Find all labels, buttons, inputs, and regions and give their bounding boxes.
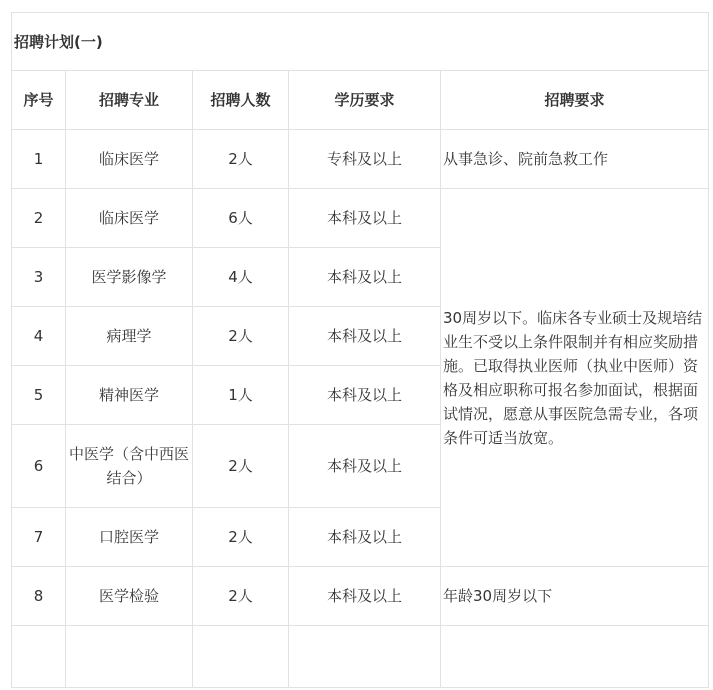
table-row <box>12 189 709 248</box>
row-education: 本科及以上 <box>289 366 441 425</box>
row-major: 临床医学 <box>66 130 193 189</box>
header-no: 序号 <box>12 71 66 130</box>
table-title: 招聘计划(一) <box>12 13 709 71</box>
row-no: 4 <box>12 307 66 366</box>
empty-cell <box>289 626 441 688</box>
row-no: 8 <box>12 567 66 626</box>
row-count: 4人 <box>193 248 289 307</box>
row-major: 中医学（含中西医结合） <box>66 425 193 508</box>
header-requirement: 招聘要求 <box>441 71 709 130</box>
row-no: 3 <box>12 248 66 307</box>
row-requirement: 从事急诊、院前急救工作 <box>441 130 709 189</box>
row-count: 2人 <box>193 130 289 189</box>
row-no: 1 <box>12 130 66 189</box>
row-count: 2人 <box>193 425 289 508</box>
empty-cell <box>441 626 709 688</box>
row-count: 2人 <box>193 307 289 366</box>
recruitment-table <box>11 12 709 688</box>
header-education: 学历要求 <box>289 71 441 130</box>
row-major: 口腔医学 <box>66 508 193 567</box>
header-count: 招聘人数 <box>193 71 289 130</box>
row-education: 本科及以上 <box>289 189 441 248</box>
row-major: 病理学 <box>66 307 193 366</box>
row-education: 本科及以上 <box>289 508 441 567</box>
row-no: 7 <box>12 508 66 567</box>
row-education: 本科及以上 <box>289 425 441 508</box>
row-education: 专科及以上 <box>289 130 441 189</box>
empty-cell <box>12 626 66 688</box>
table-row <box>12 130 709 189</box>
header-row <box>12 71 709 130</box>
row-requirement: 年龄30周岁以下 <box>441 567 709 626</box>
row-count: 2人 <box>193 508 289 567</box>
row-major: 医学影像学 <box>66 248 193 307</box>
empty-cell <box>193 626 289 688</box>
row-no: 2 <box>12 189 66 248</box>
row-education: 本科及以上 <box>289 307 441 366</box>
row-education: 本科及以上 <box>289 567 441 626</box>
title-row <box>12 13 709 71</box>
row-education: 本科及以上 <box>289 248 441 307</box>
table-row <box>12 567 709 626</box>
row-no: 5 <box>12 366 66 425</box>
row-no: 6 <box>12 425 66 508</box>
row-count: 1人 <box>193 366 289 425</box>
empty-row <box>12 626 709 688</box>
header-major: 招聘专业 <box>66 71 193 130</box>
row-major: 精神医学 <box>66 366 193 425</box>
row-count: 2人 <box>193 567 289 626</box>
row-count: 6人 <box>193 189 289 248</box>
row-major: 临床医学 <box>66 189 193 248</box>
empty-cell <box>66 626 193 688</box>
merged-requirement: 30周岁以下。临床各专业硕士及规培结业生不受以上条件限制并有相应奖励措施。已取得执业医师（执业中医师）资格及相应职称可报名参加面试，根据面试情况，愿意从事医院急需专业，各项条件可适当放宽。 <box>441 189 709 567</box>
row-major: 医学检验 <box>66 567 193 626</box>
